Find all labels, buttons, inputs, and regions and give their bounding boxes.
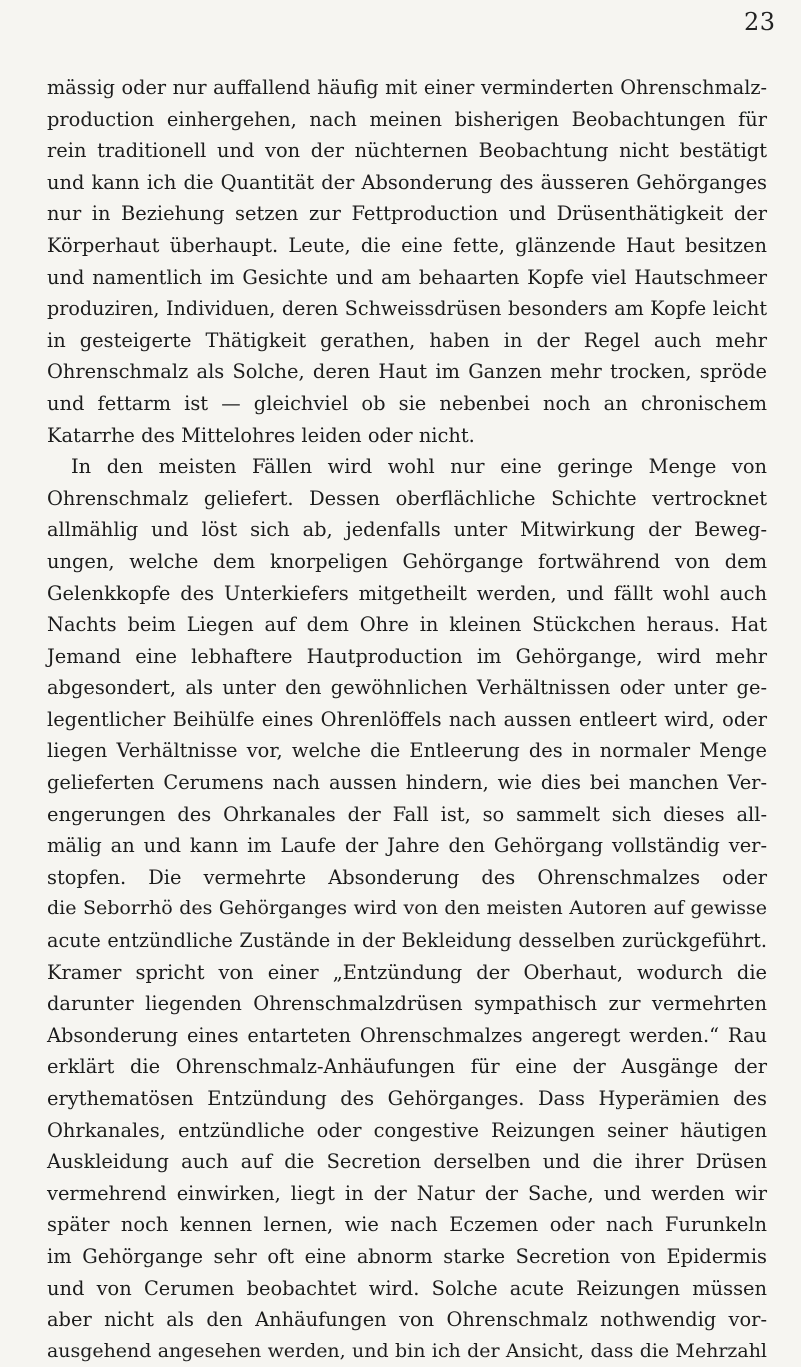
text-line: mälig an und kann im Laufe der Jahre den Gehörgang vollständig ver- xyxy=(47,834,767,858)
text-line: ungen, welche dem knorpeligen Gehörgange fortwährend von dem xyxy=(47,549,767,573)
text-line: Kramer spricht von einer „Entzündung der Oberhaut, wodurch die xyxy=(47,960,767,984)
text-line: und kann ich die Quantität der Absonderung des äusseren Gehörganges xyxy=(47,170,767,194)
text-line: Ohrenschmalz geliefert. Dessen oberflächliche Schichte vertrocknet xyxy=(47,486,767,510)
text-line: abgesondert, als unter den gewöhnlichen Verhältnissen oder unter ge- xyxy=(47,676,767,700)
text-line: vermehrend einwirken, liegt in der Natur der Sache, und werden wir xyxy=(47,1181,767,1205)
text-line: In den meisten Fällen wird wohl nur eine geringe Menge von xyxy=(71,455,767,479)
text-line: Jemand eine lebhaftere Hautproduction im Gehörgange, wird mehr xyxy=(47,644,767,668)
text-line: gelieferten Cerumens nach aussen hindern, wie dies bei manchen Ver- xyxy=(47,771,767,795)
text-line: Ohrenschmalz als Solche, deren Haut im Ganzen mehr trocken, spröde xyxy=(47,360,767,384)
text-line: legentlicher Beihülfe eines Ohrenlöffels nach aussen entleert wird, oder xyxy=(47,707,767,731)
text-line: Körperhaut überhaupt. Leute, die eine fette, glänzende Haut besitzen xyxy=(47,233,767,257)
text-line: erklärt die Ohrenschmalz-Anhäufungen für eine der Ausgänge der xyxy=(47,1055,767,1079)
text-line: in gesteigerte Thätigkeit gerathen, haben in der Regel auch mehr xyxy=(47,328,767,352)
paragraph-end-line: Katarrhe des Mittelohres leiden oder nicht. xyxy=(47,423,475,447)
text-line: ausgehend angesehen werden, und bin ich der Ansicht, dass die Mehrzahl xyxy=(47,1339,767,1362)
text-line: erythematösen Entzündung des Gehörganges. Dass Hyperämien des xyxy=(47,1087,767,1110)
text-line: Auskleidung auch auf die Secretion derselben und die ihrer Drüsen xyxy=(47,1150,767,1174)
text-line: liegen Verhältnisse vor, welche die Entleerung des in normaler Menge xyxy=(47,739,767,763)
text-line: nur in Beziehung setzen zur Fettproduction und Drüsenthätigkeit der xyxy=(47,202,767,226)
text-line: aber nicht als den Anhäufungen von Ohrenschmalz nothwendig vor- xyxy=(47,1308,767,1332)
text-line: und von Cerumen beobachtet wird. Solche acute Reizungen müssen xyxy=(47,1276,767,1300)
page-number: 23 xyxy=(744,8,776,36)
text-line: die Seborrhö des Gehörganges wird von den meisten Autoren auf gewisse xyxy=(47,897,767,920)
text-line: im Gehörgange sehr oft eine abnorm starke Secretion von Epidermis xyxy=(47,1244,767,1268)
text-line: allmählig und löst sich ab, jedenfalls unter Mitwirkung der Beweg- xyxy=(47,518,767,542)
text-line: Absonderung eines entarteten Ohrenschmalzes angeregt werden.“ Rau xyxy=(47,1023,767,1047)
text-line: Gelenkkopfe des Unterkiefers mitgetheilt werden, und fällt wohl auch xyxy=(47,581,767,605)
text-line: und namentlich im Gesichte und am behaarten Kopfe viel Hautschmeer xyxy=(47,265,767,289)
text-line: Nachts beim Liegen auf dem Ohre in kleinen Stückchen heraus. Hat xyxy=(47,613,767,637)
text-line: stopfen. Die vermehrte Absonderung des Ohrenschmalzes oder xyxy=(47,865,767,889)
text-line: darunter liegenden Ohrenschmalzdrüsen sympathisch zur vermehrten xyxy=(47,992,767,1016)
text-line: rein traditionell und von der nüchternen Beobachtung nicht bestätigt xyxy=(47,139,767,163)
text-line: produziren, Individuen, deren Schweissdrüsen besonders am Kopfe leicht xyxy=(47,297,767,321)
text-line: engerungen des Ohrkanales der Fall ist, so sammelt sich dieses all- xyxy=(47,802,767,826)
page-body xyxy=(47,72,767,1367)
text-line: und fettarm ist — gleichviel ob sie nebenbei noch an chronischem xyxy=(47,391,767,415)
text-line: Ohrkanales, entzündliche oder congestive Reizungen seiner häutigen xyxy=(47,1118,767,1142)
text-line: acute entzündliche Zustände in der Bekleidung desselben zurückgeführt. xyxy=(47,929,767,953)
text-line: später noch kennen lernen, wie nach Eczemen oder nach Furunkeln xyxy=(47,1213,767,1237)
text-line: mässig oder nur auffallend häufig mit einer verminderten Ohrenschmalz- xyxy=(47,76,767,99)
text-line: production einhergehen, nach meinen bisherigen Beobachtungen für xyxy=(47,107,767,131)
